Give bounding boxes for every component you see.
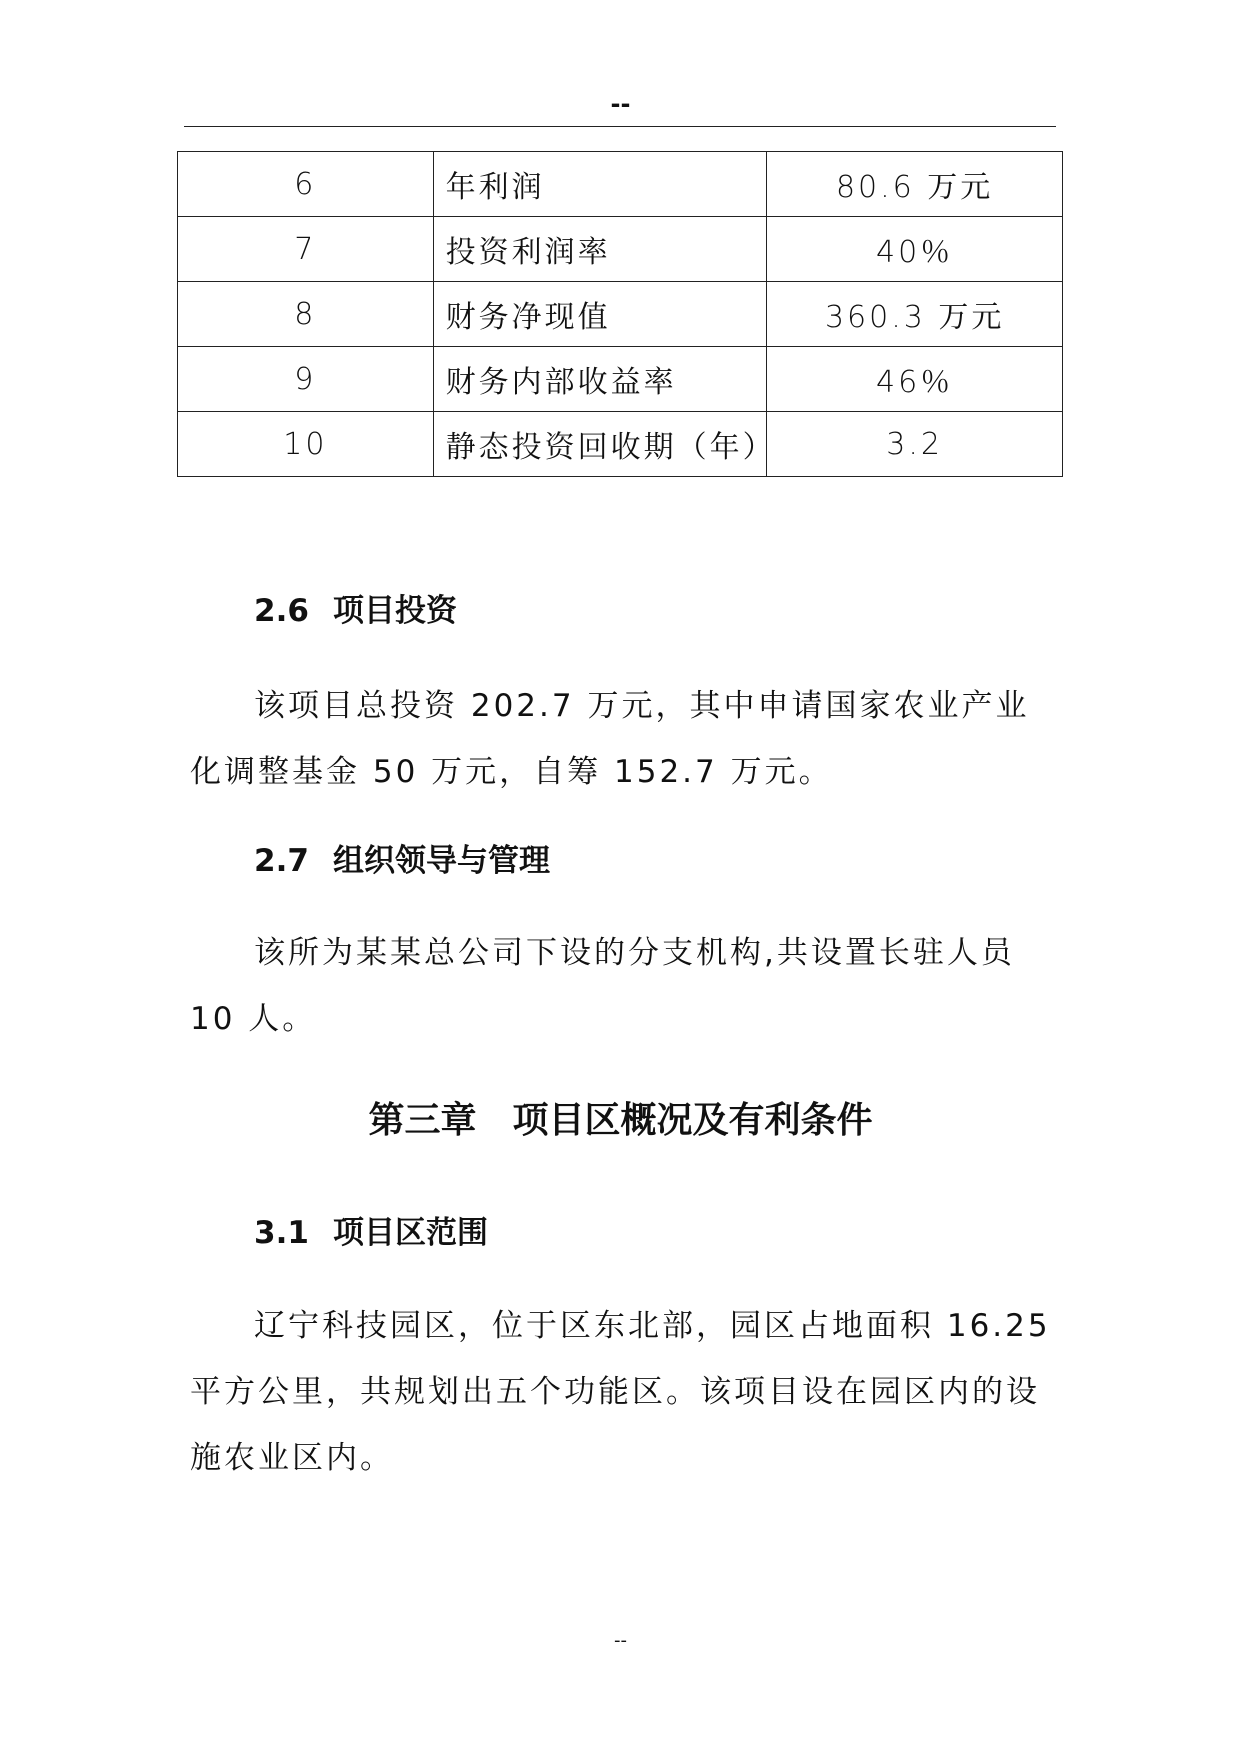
section-number: 2.7 xyxy=(254,843,309,879)
row-value: 40％ xyxy=(767,217,1063,282)
table-row xyxy=(178,347,1063,412)
section-3-1-body: 辽宁科技园区，位于区东北部，园区占地面积 16.25 平方公里，共规划出五个功能区。该项目设在园区内的设施农业区内。 xyxy=(190,1308,1051,1476)
section-title: 组织领导与管理 xyxy=(333,843,550,879)
row-value: 3.2 xyxy=(767,412,1063,477)
row-value: 360.3 万元 xyxy=(767,282,1063,347)
row-item: 财务内部收益率 xyxy=(433,347,767,412)
table-row xyxy=(178,217,1063,282)
row-number: 10 xyxy=(178,412,434,477)
row-value: 46％ xyxy=(767,347,1063,412)
table-row xyxy=(178,152,1063,217)
section-number: 3.1 xyxy=(254,1215,309,1251)
header-divider xyxy=(184,126,1056,127)
row-number: 8 xyxy=(178,282,434,347)
row-value: 80.6 万元 xyxy=(767,152,1063,217)
section-title: 项目投资 xyxy=(333,593,457,629)
row-number: 9 xyxy=(178,347,434,412)
row-number: 6 xyxy=(178,152,434,217)
row-item: 年利润 xyxy=(433,152,767,217)
section-heading-2-6 xyxy=(254,591,457,631)
row-item: 财务净现值 xyxy=(433,282,767,347)
section-heading-2-7 xyxy=(254,841,550,881)
section-number: 2.6 xyxy=(254,593,309,629)
chapter-title: 第三章 项目区概况及有利条件 xyxy=(368,1100,873,1141)
row-number: 7 xyxy=(178,217,434,282)
page-footer-mark: -- xyxy=(614,1630,627,1651)
section-2-7-body: 该所为某某总公司下设的分支机构,共设置长驻人员 10 人。 xyxy=(190,935,1015,1037)
indicator-table xyxy=(177,151,1063,477)
row-item: 静态投资回收期（年） xyxy=(433,412,767,477)
section-heading-3-1 xyxy=(254,1213,488,1253)
page-header-mark: -- xyxy=(610,90,631,118)
table-row xyxy=(178,282,1063,347)
table-row xyxy=(178,412,1063,477)
section-title: 项目区范围 xyxy=(333,1215,488,1251)
row-item: 投资利润率 xyxy=(433,217,767,282)
section-2-6-body: 该项目总投资 202.7 万元，其中申请国家农业产业化调整基金 50 万元，自筹 152.7 万元。 xyxy=(190,688,1030,790)
